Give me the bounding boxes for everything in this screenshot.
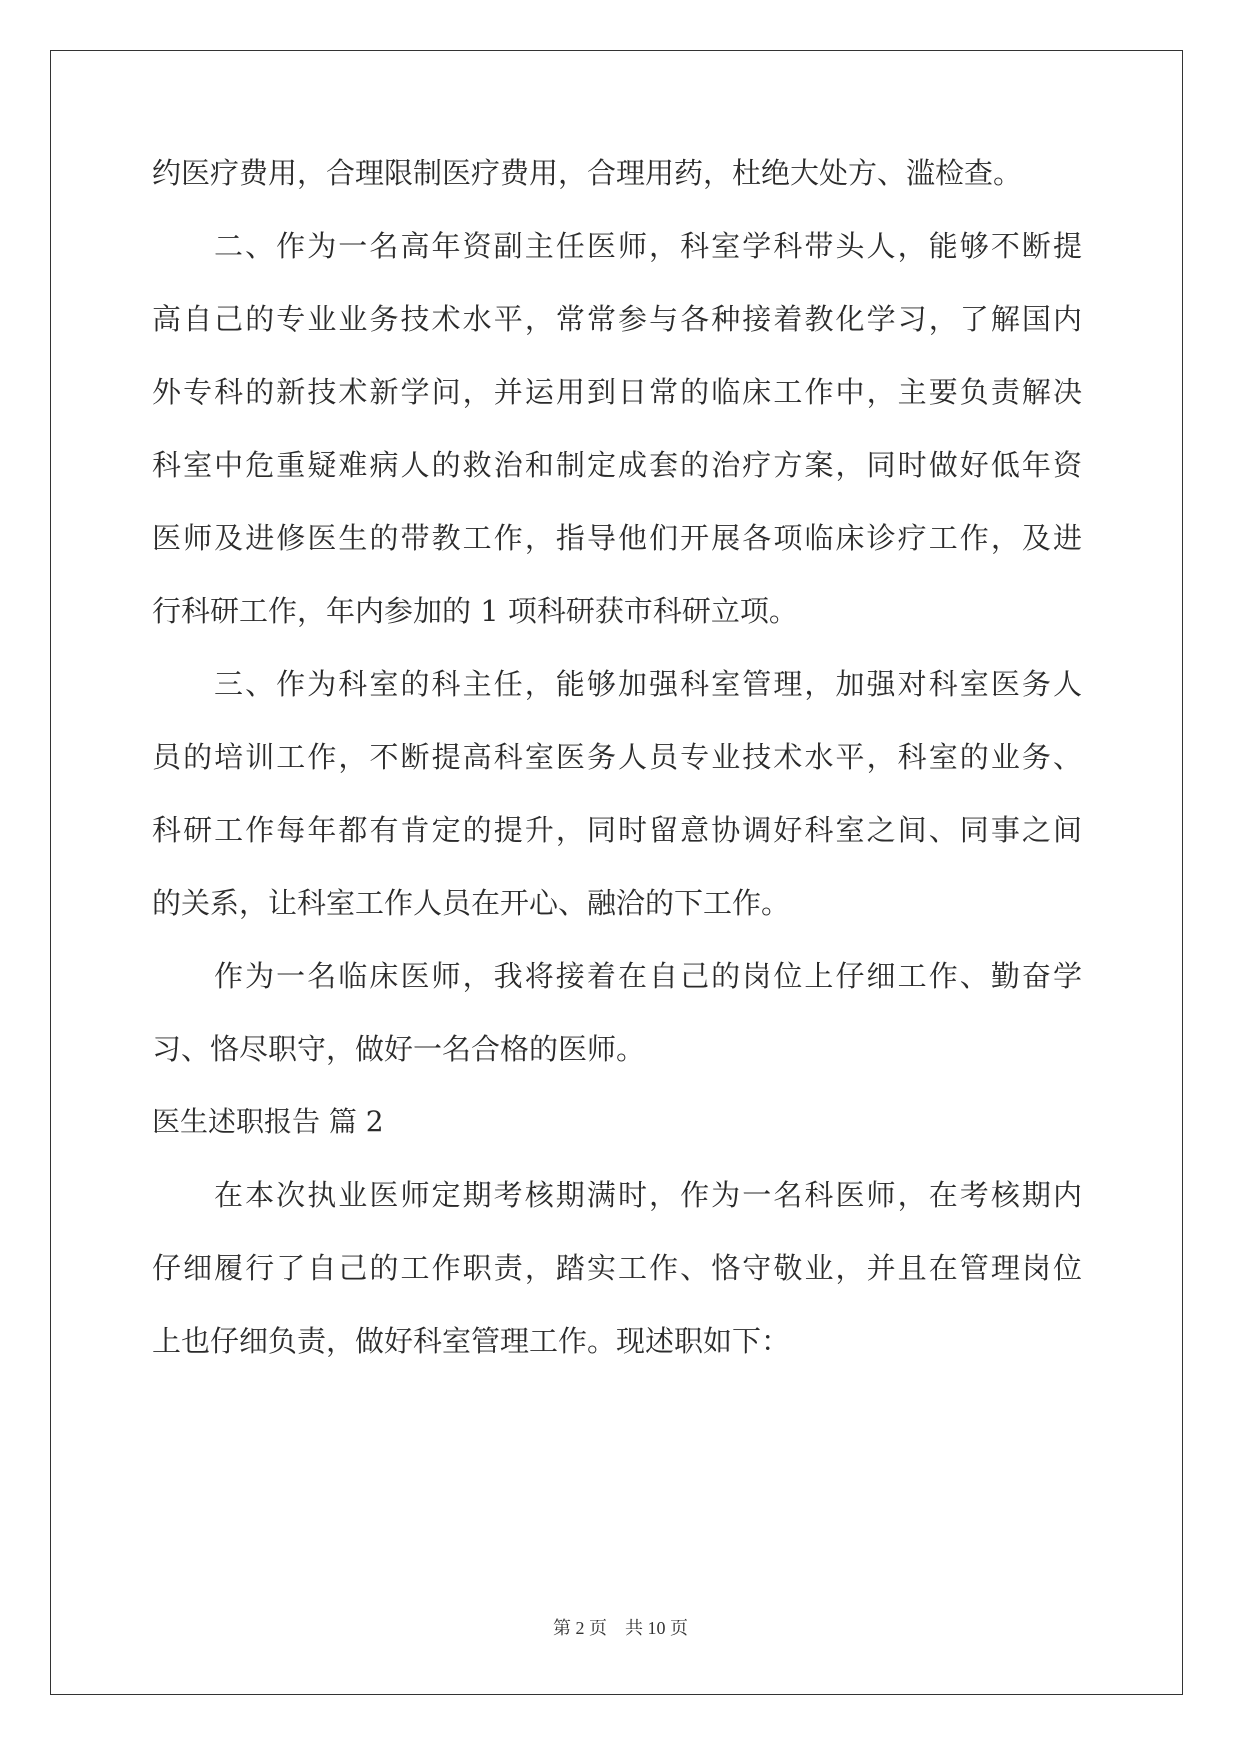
paragraph-line: 高自己的专业业务技术水平，常常参与各种接着教化学习，了解国内 bbox=[152, 302, 1082, 336]
paragraph-line: 员的培训工作，不断提高科室医务人员专业技术水平，科室的业务、 bbox=[152, 740, 1082, 774]
section-heading: 医生述职报告 篇 2 bbox=[152, 1105, 384, 1138]
paragraph-line: 二、作为一名高年资副主任医师，科室学科带头人，能够不断提 bbox=[214, 229, 1082, 263]
paragraph-line: 在本次执业医师定期考核期满时，作为一名科医师，在考核期内 bbox=[214, 1178, 1082, 1212]
paragraph-line: 医师及进修医生的带教工作，指导他们开展各项临床诊疗工作，及进 bbox=[152, 521, 1082, 555]
paragraph-line: 仔细履行了自己的工作职责，踏实工作、恪守敬业，并且在管理岗位 bbox=[152, 1251, 1082, 1285]
paragraph-line: 行科研工作，年内参加的 1 项科研获市科研立项。 bbox=[152, 594, 798, 628]
paragraph-line: 的关系，让科室工作人员在开心、融洽的下工作。 bbox=[152, 886, 791, 920]
paragraph-line: 外专科的新技术新学问，并运用到日常的临床工作中，主要负责解决 bbox=[152, 375, 1082, 409]
paragraph-line: 作为一名临床医师，我将接着在自己的岗位上仔细工作、勤奋学 bbox=[214, 959, 1082, 993]
page-number: 第 2 页 共 10 页 bbox=[553, 1618, 688, 1638]
paragraph-line: 习、恪尽职守，做好一名合格的医师。 bbox=[152, 1032, 646, 1066]
paragraph-line: 上也仔细负责，做好科室管理工作。现述职如下： bbox=[152, 1324, 791, 1358]
paragraph-line: 科室中危重疑难病人的救治和制定成套的治疗方案，同时做好低年资 bbox=[152, 448, 1082, 482]
paragraph-line: 科研工作每年都有肯定的提升，同时留意协调好科室之间、同事之间 bbox=[152, 813, 1082, 847]
page-border bbox=[50, 50, 1183, 1695]
paragraph-line: 三、作为科室的科主任，能够加强科室管理，加强对科室医务人 bbox=[214, 667, 1082, 701]
paragraph-line: 约医疗费用，合理限制医疗费用，合理用药，杜绝大处方、滥检查。 bbox=[152, 156, 1023, 190]
